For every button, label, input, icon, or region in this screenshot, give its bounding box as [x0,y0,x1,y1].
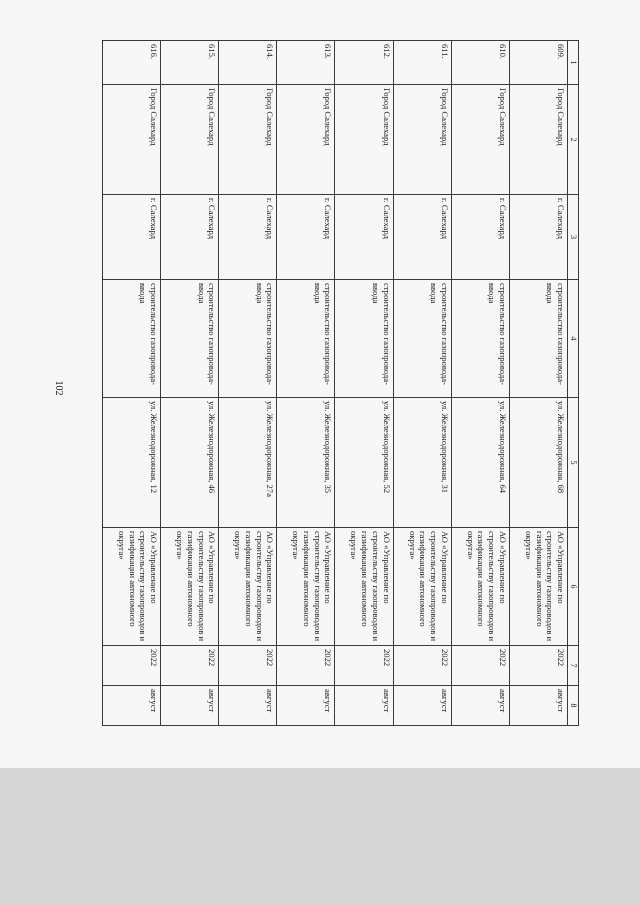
month-cell: август [161,686,219,726]
table-body [103,41,568,726]
address-cell: ул. Железнодорожная, 31 [393,398,451,528]
table-row [161,41,219,726]
organization-cell: АО «Управление по строительству газопроводов и газификации автономного округа» [103,528,161,646]
work-type-cell: строительство газопровода-ввода [103,280,161,398]
header-cell: 2 [568,85,579,195]
year-cell: 2022 [219,646,277,686]
table-row [335,41,393,726]
header-cell: 8 [568,686,579,726]
header-cell: 4 [568,280,579,398]
month-cell: август [393,686,451,726]
locality-cell: Город Салехард [335,85,393,195]
address-cell: ул. Железнодорожная, 27а [219,398,277,528]
work-type-cell: строительство газопровода-ввода [509,280,567,398]
month-cell: август [509,686,567,726]
address-cell: ул. Железнодорожная, 46 [161,398,219,528]
row-number-cell: 611. [393,41,451,85]
month-cell: август [219,686,277,726]
address-cell: ул. Железнодорожная, 35 [277,398,335,528]
row-number-cell: 615. [161,41,219,85]
organization-cell: АО «Управление по строительству газопроводов и газификации автономного округа» [393,528,451,646]
year-cell: 2022 [277,646,335,686]
city-cell: г. Салехард [509,195,567,280]
row-number-cell: 613. [277,41,335,85]
work-type-cell: строительство газопровода-ввода [161,280,219,398]
address-cell: ул. Железнодорожная, 68 [509,398,567,528]
organization-cell: АО «Управление по строительству газопроводов и газификации автономного округа» [219,528,277,646]
header-cell: 6 [568,528,579,646]
table-row [509,41,567,726]
page-number: 102 [53,380,64,396]
locality-cell: Город Салехард [219,85,277,195]
month-cell: август [103,686,161,726]
work-type-cell: строительство газопровода-ввода [451,280,509,398]
city-cell: г. Салехард [335,195,393,280]
header-cell: 1 [568,41,579,85]
year-cell: 2022 [335,646,393,686]
address-cell: ул. Железнодорожная, 12 [103,398,161,528]
year-cell: 2022 [451,646,509,686]
year-cell: 2022 [509,646,567,686]
year-cell: 2022 [393,646,451,686]
table-row [277,41,335,726]
city-cell: г. Салехард [393,195,451,280]
work-type-cell: строительство газопровода-ввода [393,280,451,398]
header-cell: 3 [568,195,579,280]
table-row [393,41,451,726]
month-cell: август [451,686,509,726]
year-cell: 2022 [161,646,219,686]
city-cell: г. Салехард [451,195,509,280]
locality-cell: Город Салехард [103,85,161,195]
header-cell: 5 [568,398,579,528]
row-number-cell: 609. [509,41,567,85]
table-row [451,41,509,726]
work-type-cell: строительство газопровода-ввода [219,280,277,398]
row-number-cell: 616. [103,41,161,85]
work-type-cell: строительство газопровода-ввода [277,280,335,398]
city-cell: г. Салехард [277,195,335,280]
address-cell: ул. Железнодорожная, 64 [451,398,509,528]
header-cell: 7 [568,646,579,686]
organization-cell: АО «Управление по строительству газопроводов и газификации автономного округа» [161,528,219,646]
table-row [219,41,277,726]
work-type-cell: строительство газопровода-ввода [335,280,393,398]
month-cell: август [277,686,335,726]
year-cell: 2022 [103,646,161,686]
organization-cell: АО «Управление по строительству газопроводов и газификации автономного округа» [335,528,393,646]
organization-cell: АО «Управление по строительству газопроводов и газификации автономного округа» [451,528,509,646]
month-cell: август [335,686,393,726]
locality-cell: Город Салехард [277,85,335,195]
city-cell: г. Салехард [103,195,161,280]
row-number-cell: 610. [451,41,509,85]
organization-cell: АО «Управление по строительству газопроводов и газификации автономного округа» [277,528,335,646]
locality-cell: Город Салехард [393,85,451,195]
rotated-table-wrapper [102,40,579,725]
locality-cell: Город Салехард [161,85,219,195]
locality-cell: Город Салехард [451,85,509,195]
address-cell: ул. Железнодорожная, 52 [335,398,393,528]
row-number-cell: 614. [219,41,277,85]
table-row [103,41,161,726]
city-cell: г. Салехард [161,195,219,280]
locality-cell: Город Салехард [509,85,567,195]
header-row [568,41,579,726]
organization-cell: АО «Управление по строительству газопроводов и газификации автономного округа» [509,528,567,646]
row-number-cell: 612. [335,41,393,85]
city-cell: г. Салехард [219,195,277,280]
data-table [102,40,579,726]
